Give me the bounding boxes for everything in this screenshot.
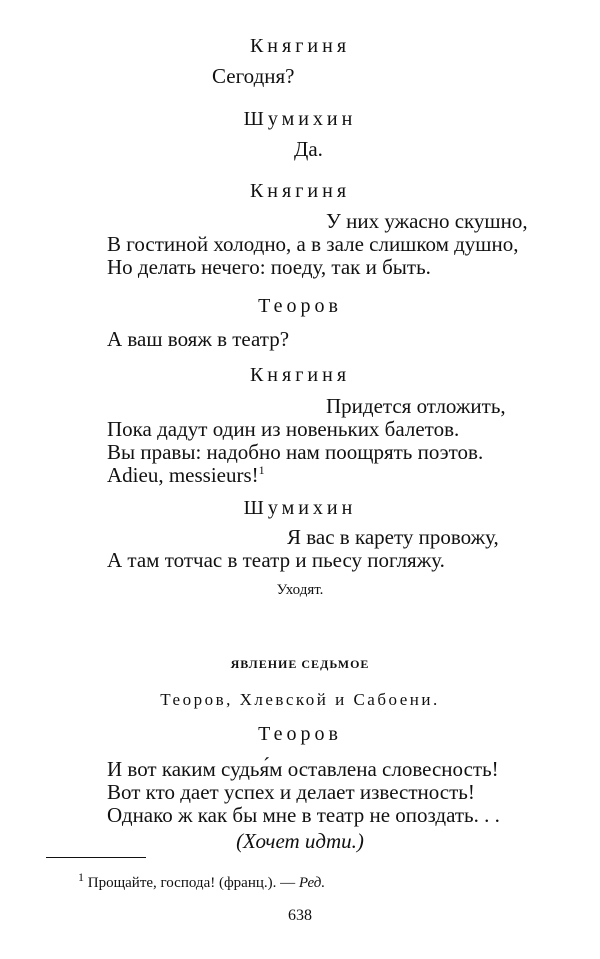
verse-line: Вот кто дает успех и делает известность! [107, 780, 475, 804]
verse-line: И вот каким судья́м оставлена словесность! [107, 757, 499, 781]
verse-line: Придется отложить, [326, 394, 506, 418]
speaker-name: Шумихин [243, 497, 357, 519]
verse-line: Вы правы: надобно нам поощрять поэтов. [107, 440, 484, 464]
verse-text: Adieu, messieurs! [107, 463, 259, 487]
stage-direction-italic: (Хочет идти.) [236, 829, 364, 853]
verse-line: Я вас в карету провожу, [287, 525, 499, 549]
verse-line: Да. [294, 137, 323, 161]
verse-line: Но делать нечего: поеду, так и быть. [107, 255, 431, 279]
speaker-name: Княгиня [249, 180, 351, 202]
verse-line: А ваш вояж в театр? [107, 327, 290, 351]
verse-line: В гостиной холодно, а в зале слишком душно, [107, 232, 519, 256]
verse-line: У них ужасно скушно, [326, 209, 528, 233]
footnote-editor: Ред. [298, 875, 326, 891]
footnote-divider [46, 857, 146, 858]
speaker-name: Княгиня [249, 364, 351, 386]
page-number: 638 [288, 907, 312, 924]
cast-list: Теоров, Хлевской и Сабоени. [160, 690, 440, 709]
stage-direction: Уходят. [276, 582, 324, 598]
verse-line: Сегодня? [212, 64, 295, 88]
footnote [78, 870, 326, 893]
verse-line [107, 463, 265, 487]
scene-heading: ЯВЛЕНИЕ СЕДЬМОЕ [230, 657, 370, 671]
speaker-name: Теоров [258, 723, 342, 745]
footnote-mark: 1 [258, 463, 265, 477]
speaker-name: Шумихин [243, 108, 357, 130]
verse-line: А там тотчас в театр и пьесу погляжу. [107, 548, 445, 572]
speaker-name: Княгиня [249, 35, 351, 57]
footnote-number: 1 [78, 870, 84, 884]
verse-line: Однако ж как бы мне в театр не опоздать. . . [107, 803, 500, 827]
speaker-name: Теоров [258, 295, 342, 317]
footnote-text: Прощайте, господа! (франц.). — [87, 875, 299, 891]
verse-line: Пока дадут один из новеньких балетов. [107, 417, 460, 441]
